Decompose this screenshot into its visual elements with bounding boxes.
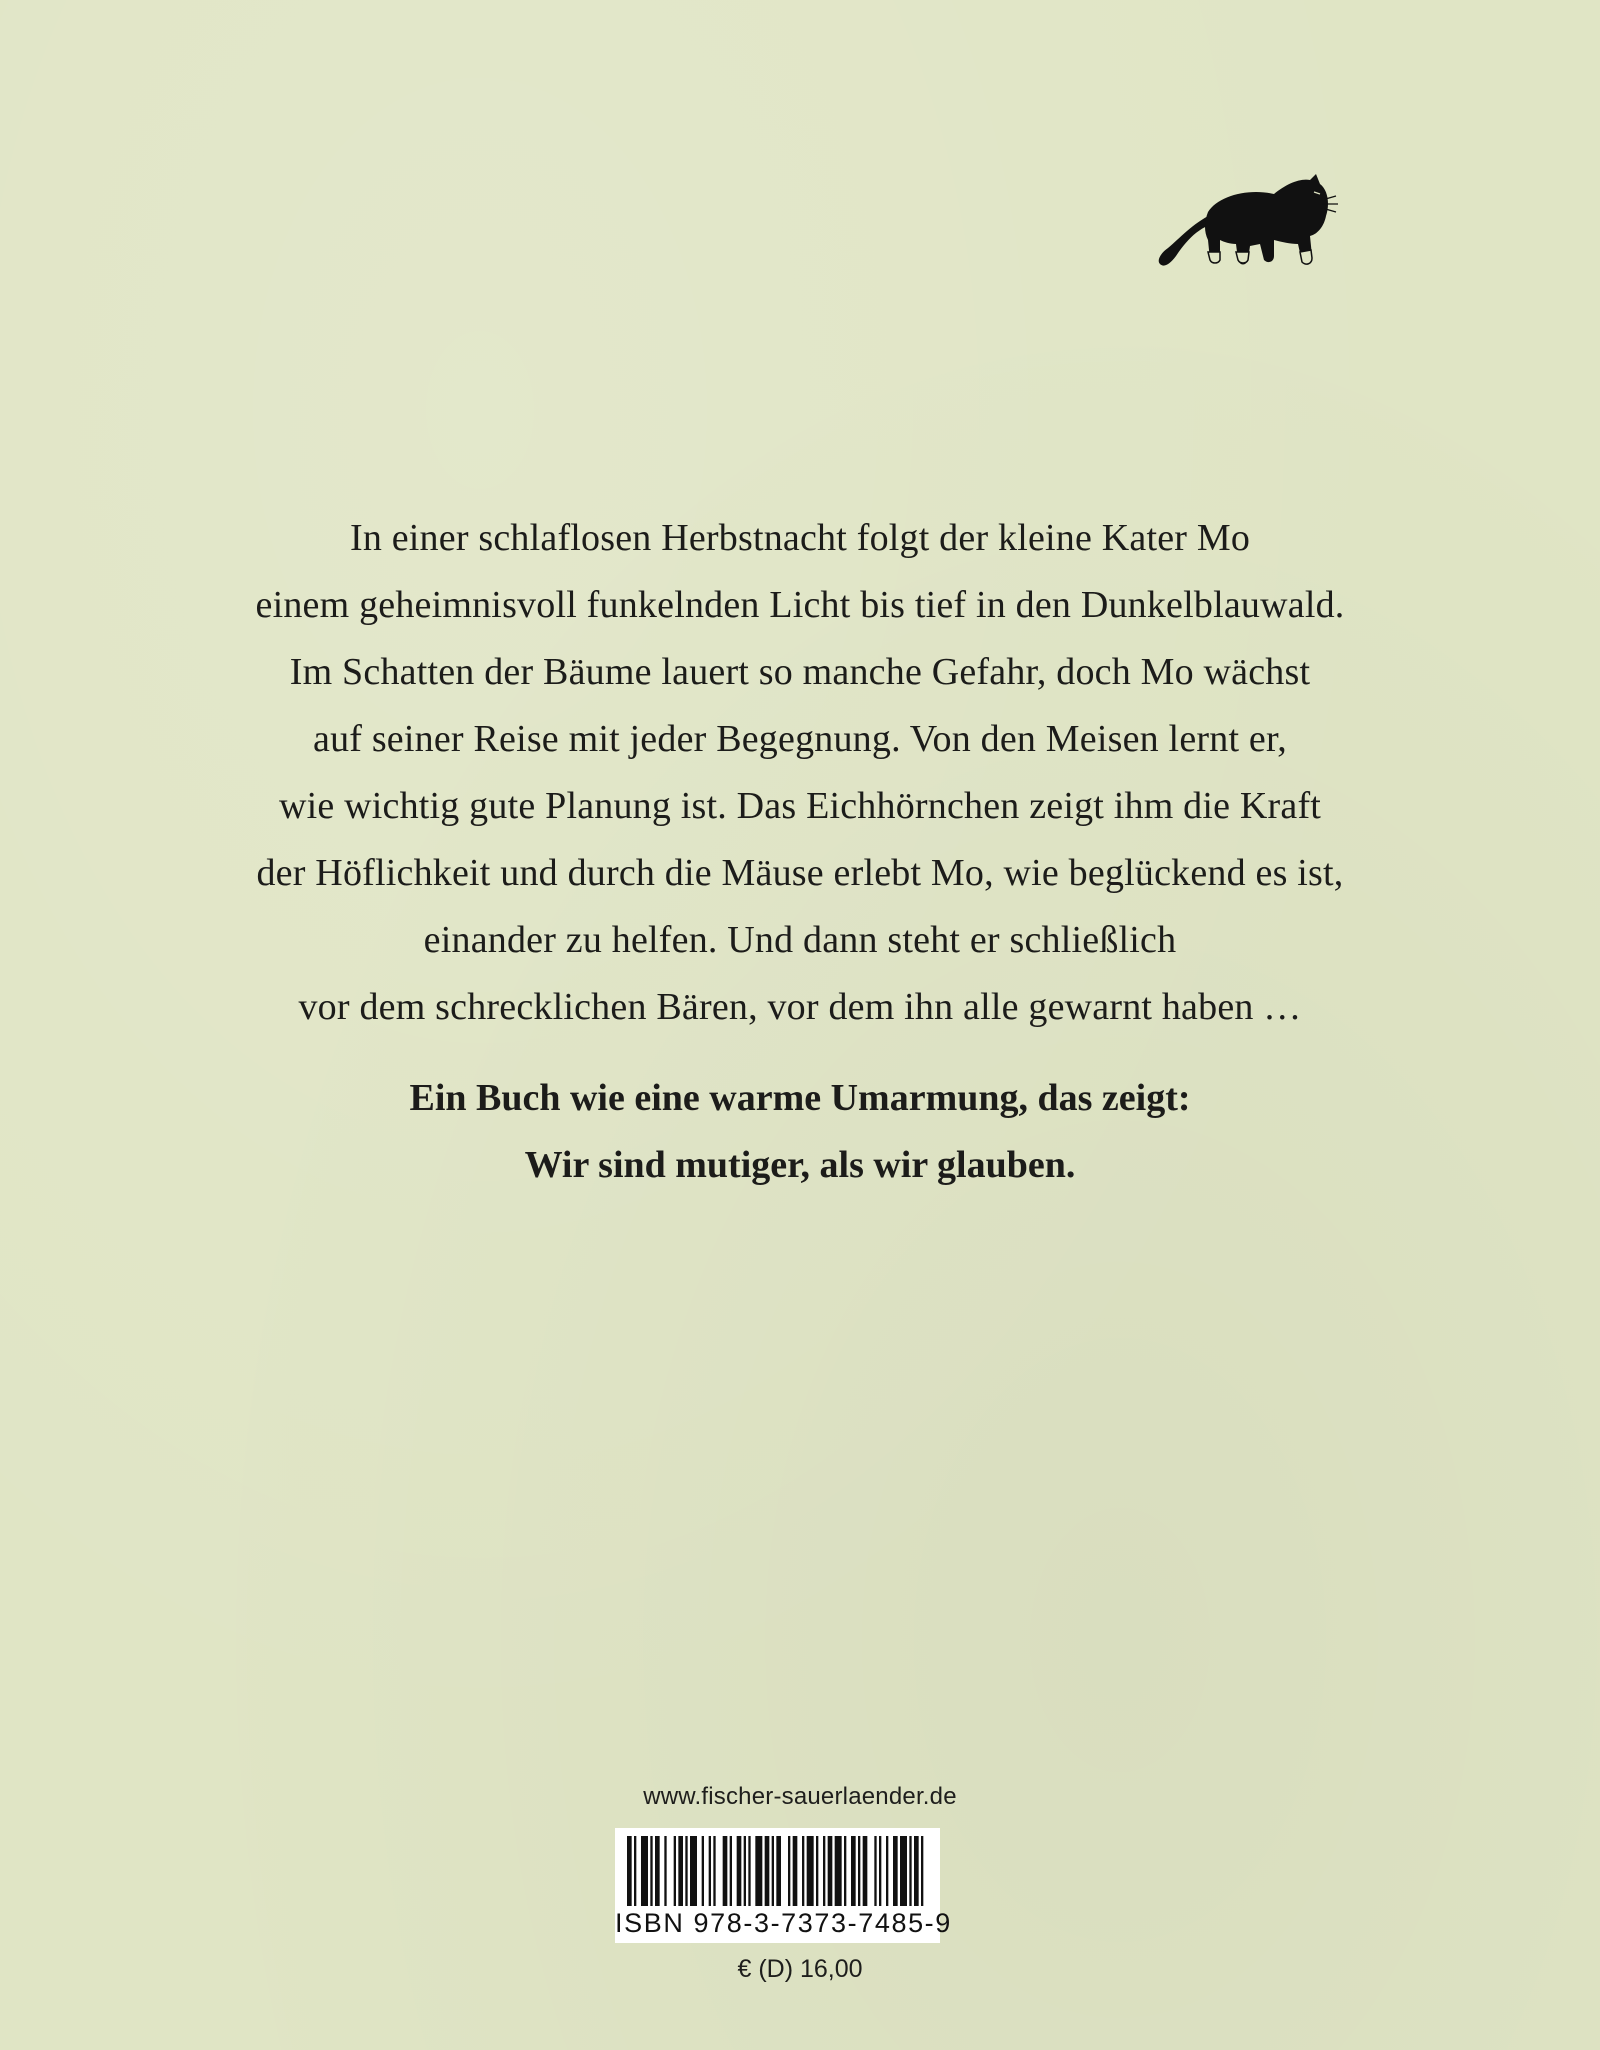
barcode-bar (863, 1836, 868, 1906)
barcode-bar (664, 1836, 666, 1906)
barcode-bar (709, 1836, 711, 1906)
blurb-line: einem geheimnisvoll funkelnden Licht bis tief in den Dunkelblauwald. (255, 584, 1345, 626)
price-label: € (D) 16,00 (737, 1955, 863, 1983)
barcode-bar (655, 1836, 660, 1906)
barcode-bar (737, 1836, 742, 1906)
barcode-bar (723, 1836, 728, 1906)
isbn-number: ISBN 978-3-7373-7485-9 (615, 1908, 952, 1938)
barcode-bar (748, 1836, 750, 1906)
barcode-bar (685, 1836, 687, 1906)
barcode-bar (909, 1836, 911, 1906)
barcode-bars (627, 1836, 928, 1906)
barcode-bar (828, 1836, 833, 1906)
barcode-bar (816, 1836, 818, 1906)
barcode-bar (765, 1836, 770, 1906)
blurb-line: einander zu helfen. Und dann steht er schließlich (423, 919, 1177, 961)
barcode-bar (886, 1836, 888, 1906)
barcode-bar (678, 1836, 683, 1906)
barcode-bar (793, 1836, 798, 1906)
publisher-website: www.fischer-sauerlaender.de (643, 1783, 957, 1810)
barcode-bar (730, 1836, 732, 1906)
black-cat-icon (1150, 160, 1340, 280)
tagline (200, 1065, 1400, 1199)
barcode-bar (900, 1836, 907, 1906)
tagline-line: Ein Buch wie eine warme Umarmung, das zeigt: (409, 1077, 1191, 1119)
barcode-bar (802, 1836, 804, 1906)
barcode-bar (914, 1836, 919, 1906)
barcode-bar (650, 1836, 652, 1906)
blurb-line: vor dem schrecklichen Bären, vor dem ihn alle gewarnt haben … (298, 986, 1302, 1028)
barcode-bar (835, 1836, 842, 1906)
barcode-bar (858, 1836, 860, 1906)
barcode-bar (772, 1836, 774, 1906)
barcode-bar (823, 1836, 825, 1906)
barcode-bar (788, 1836, 790, 1906)
barcode-bar (641, 1836, 648, 1906)
barcode-bar (702, 1836, 704, 1906)
barcode-bar (807, 1836, 814, 1906)
barcode-bar (874, 1836, 876, 1906)
barcode-bar (893, 1836, 898, 1906)
blurb-line: In einer schlaflosen Herbstnacht folgt der kleine Kater Mo (349, 517, 1251, 559)
blurb-text (200, 505, 1400, 1041)
barcode-bar (627, 1836, 632, 1906)
barcode-bar (690, 1836, 697, 1906)
blurb-line: Im Schatten der Bäume lauert so manche Gefahr, doch Mo wächst (289, 651, 1311, 693)
barcode-bar (713, 1836, 715, 1906)
blurb-line: auf seiner Reise mit jeder Begegnung. Von den Meisen lernt er, (313, 718, 1287, 760)
barcode-bar (674, 1836, 676, 1906)
barcode-bar (851, 1836, 856, 1906)
barcode-bar (879, 1836, 881, 1906)
blurb-line: der Höflichkeit und durch die Mäuse erlebt Mo, wie beglückend es ist, (256, 852, 1344, 894)
isbn-barcode (615, 1828, 952, 1943)
barcode-bar (744, 1836, 746, 1906)
barcode-bar (634, 1836, 636, 1906)
barcode-bar (776, 1836, 781, 1906)
barcode-bar (844, 1836, 846, 1906)
blurb-line: wie wichtig gute Planung ist. Das Eichhörnchen zeigt ihm die Kraft (278, 785, 1322, 827)
barcode-bar (921, 1836, 923, 1906)
tagline-line: Wir sind mutiger, als wir glauben. (524, 1144, 1076, 1186)
barcode-bar (755, 1836, 762, 1906)
